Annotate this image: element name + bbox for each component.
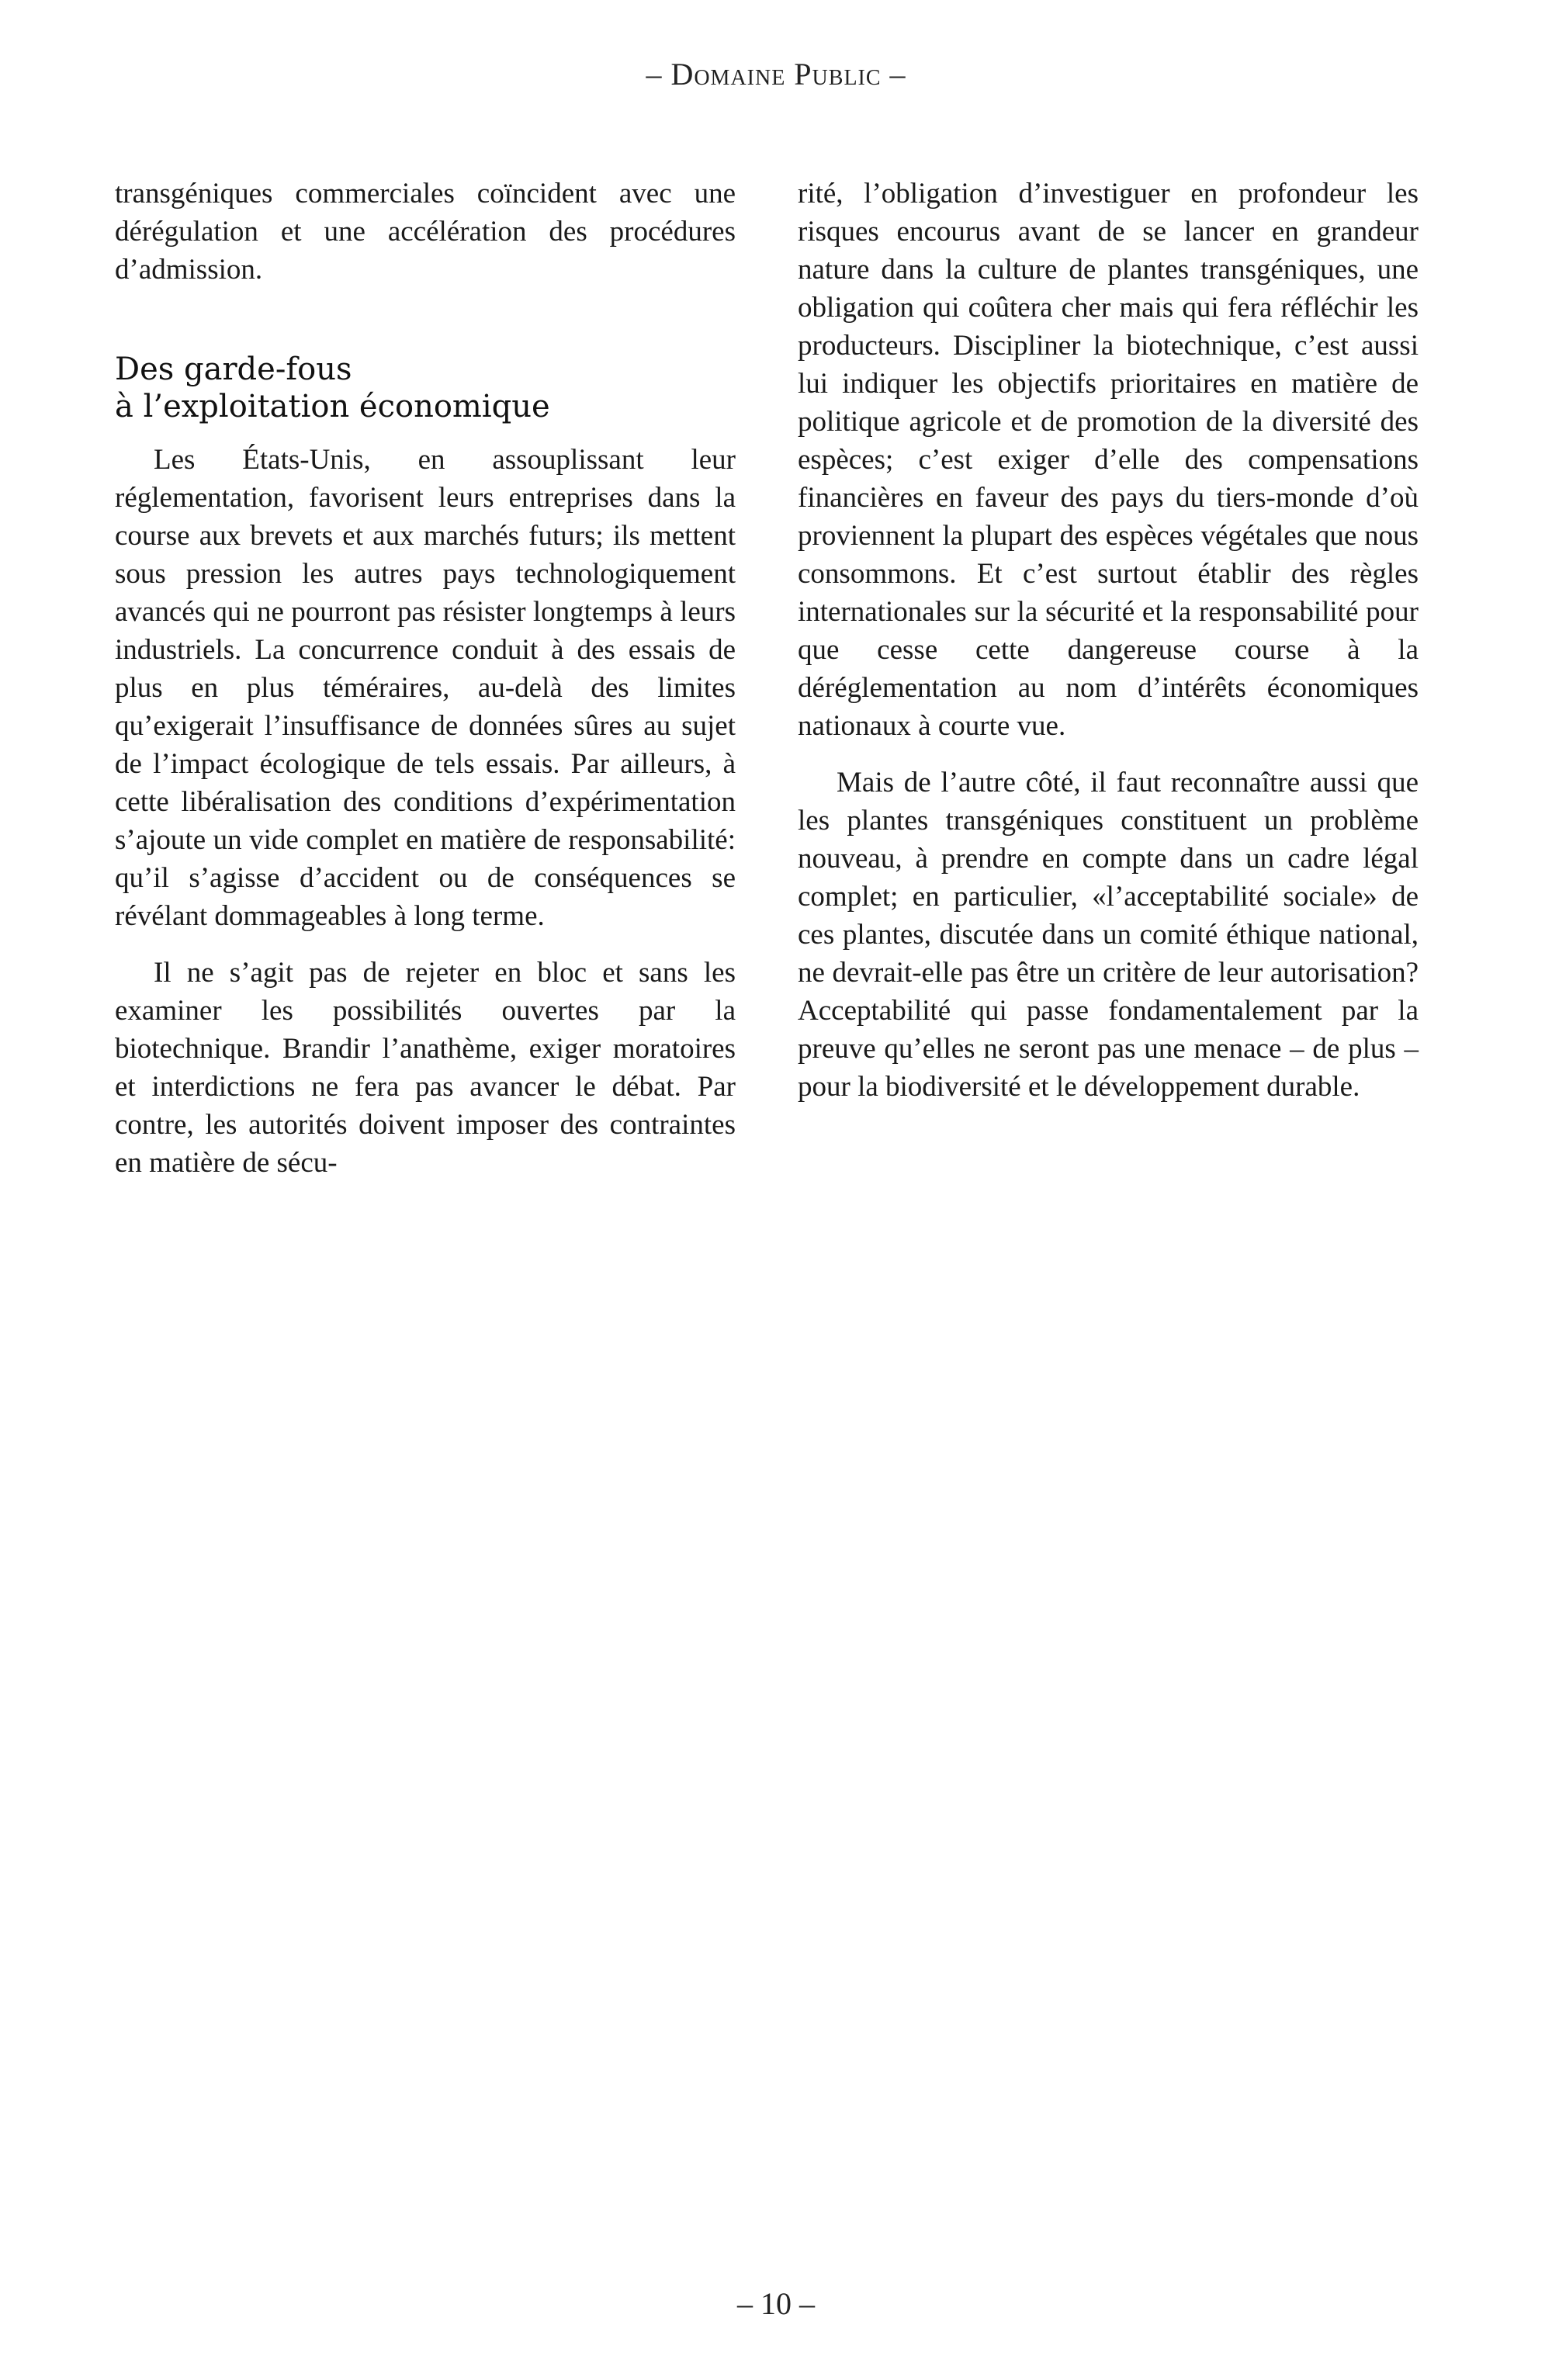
text-columns xyxy=(115,175,1419,1182)
page-number: – 10 – xyxy=(737,2286,815,2321)
right-column xyxy=(798,175,1419,1182)
section-heading xyxy=(115,351,736,425)
running-header: – Domaine Public – xyxy=(646,57,906,92)
section-heading-line-1: Des garde-fous xyxy=(115,352,352,387)
body-paragraph: Il ne s’agit pas de rejeter en bloc et sans les examiner les possibilités ouvertes par la biotechnique. Brandir l’anathème, exiger moratoires et interdictions ne fera pas avancer le débat. Par contre, les autorités doivent imposer des contraintes en matière de sécu- xyxy=(115,957,736,1179)
continued-paragraph: rité, l’obligation d’investiguer en profondeur les risques encourus avant de se lancer en grandeur nature dans la culture de plantes transgéniques, une obligation qui coûtera cher mais qui fera réfléchir les producteurs. Discipliner la biotechnique, c’est aussi lui indiquer les objectifs prioritaires en matière de politique agricole et de promotion de la diversité des espèces; c’est exiger d’elle des compensations financières en faveur des pays du tiers-monde d’où proviennent la plupart des espèces végétales que nous consommons. Et c’est surtout établir des règles internationales sur la sécurité et la responsabilité pour que cesse cette dangereuse course à la déréglementation au nom d’intérêts économiques nationaux à courte vue. xyxy=(798,178,1419,742)
body-paragraph: Les États-Unis, en assouplissant leur réglementation, favorisent leurs entreprises dans la course aux brevets et aux marchés futurs; ils mettent sous pression les autres pays technologiquement avancés qui ne pourront pas résister longtemps à leurs industriels. La concurrence conduit à des essais de plus en plus téméraires, au-delà des limites qu’exigerait l’insuffisance de données sûres au sujet de l’impact écologique de tels essais. Par ailleurs, à cette libéralisation des conditions d’expérimentation s’ajoute un vide complet en matière de responsabilité: qu’il s’agisse d’accident ou de conséquences se révélant dommageables à long terme. xyxy=(115,444,736,932)
body-paragraph: Mais de l’autre côté, il faut reconnaître aussi que les plantes transgéniques constituent un problème nouveau, à prendre en compte dans un cadre légal complet; en particulier, «l’acceptabilité sociale» de ces plantes, discutée dans un comité éthique national, ne devrait-elle pas être un critère de leur autorisation? Acceptabilité qui passe fondamentalement par la preuve qu’elles ne seront pas une menace – de plus – pour la biodiversité et le développement durable. xyxy=(798,767,1419,1103)
section-heading-line-2: à l’exploitation économique xyxy=(115,389,550,424)
left-column xyxy=(115,175,736,1182)
continued-paragraph: transgéniques commerciales coïncident avec une dérégulation et une accélération des procédures d’admission. xyxy=(115,178,736,286)
